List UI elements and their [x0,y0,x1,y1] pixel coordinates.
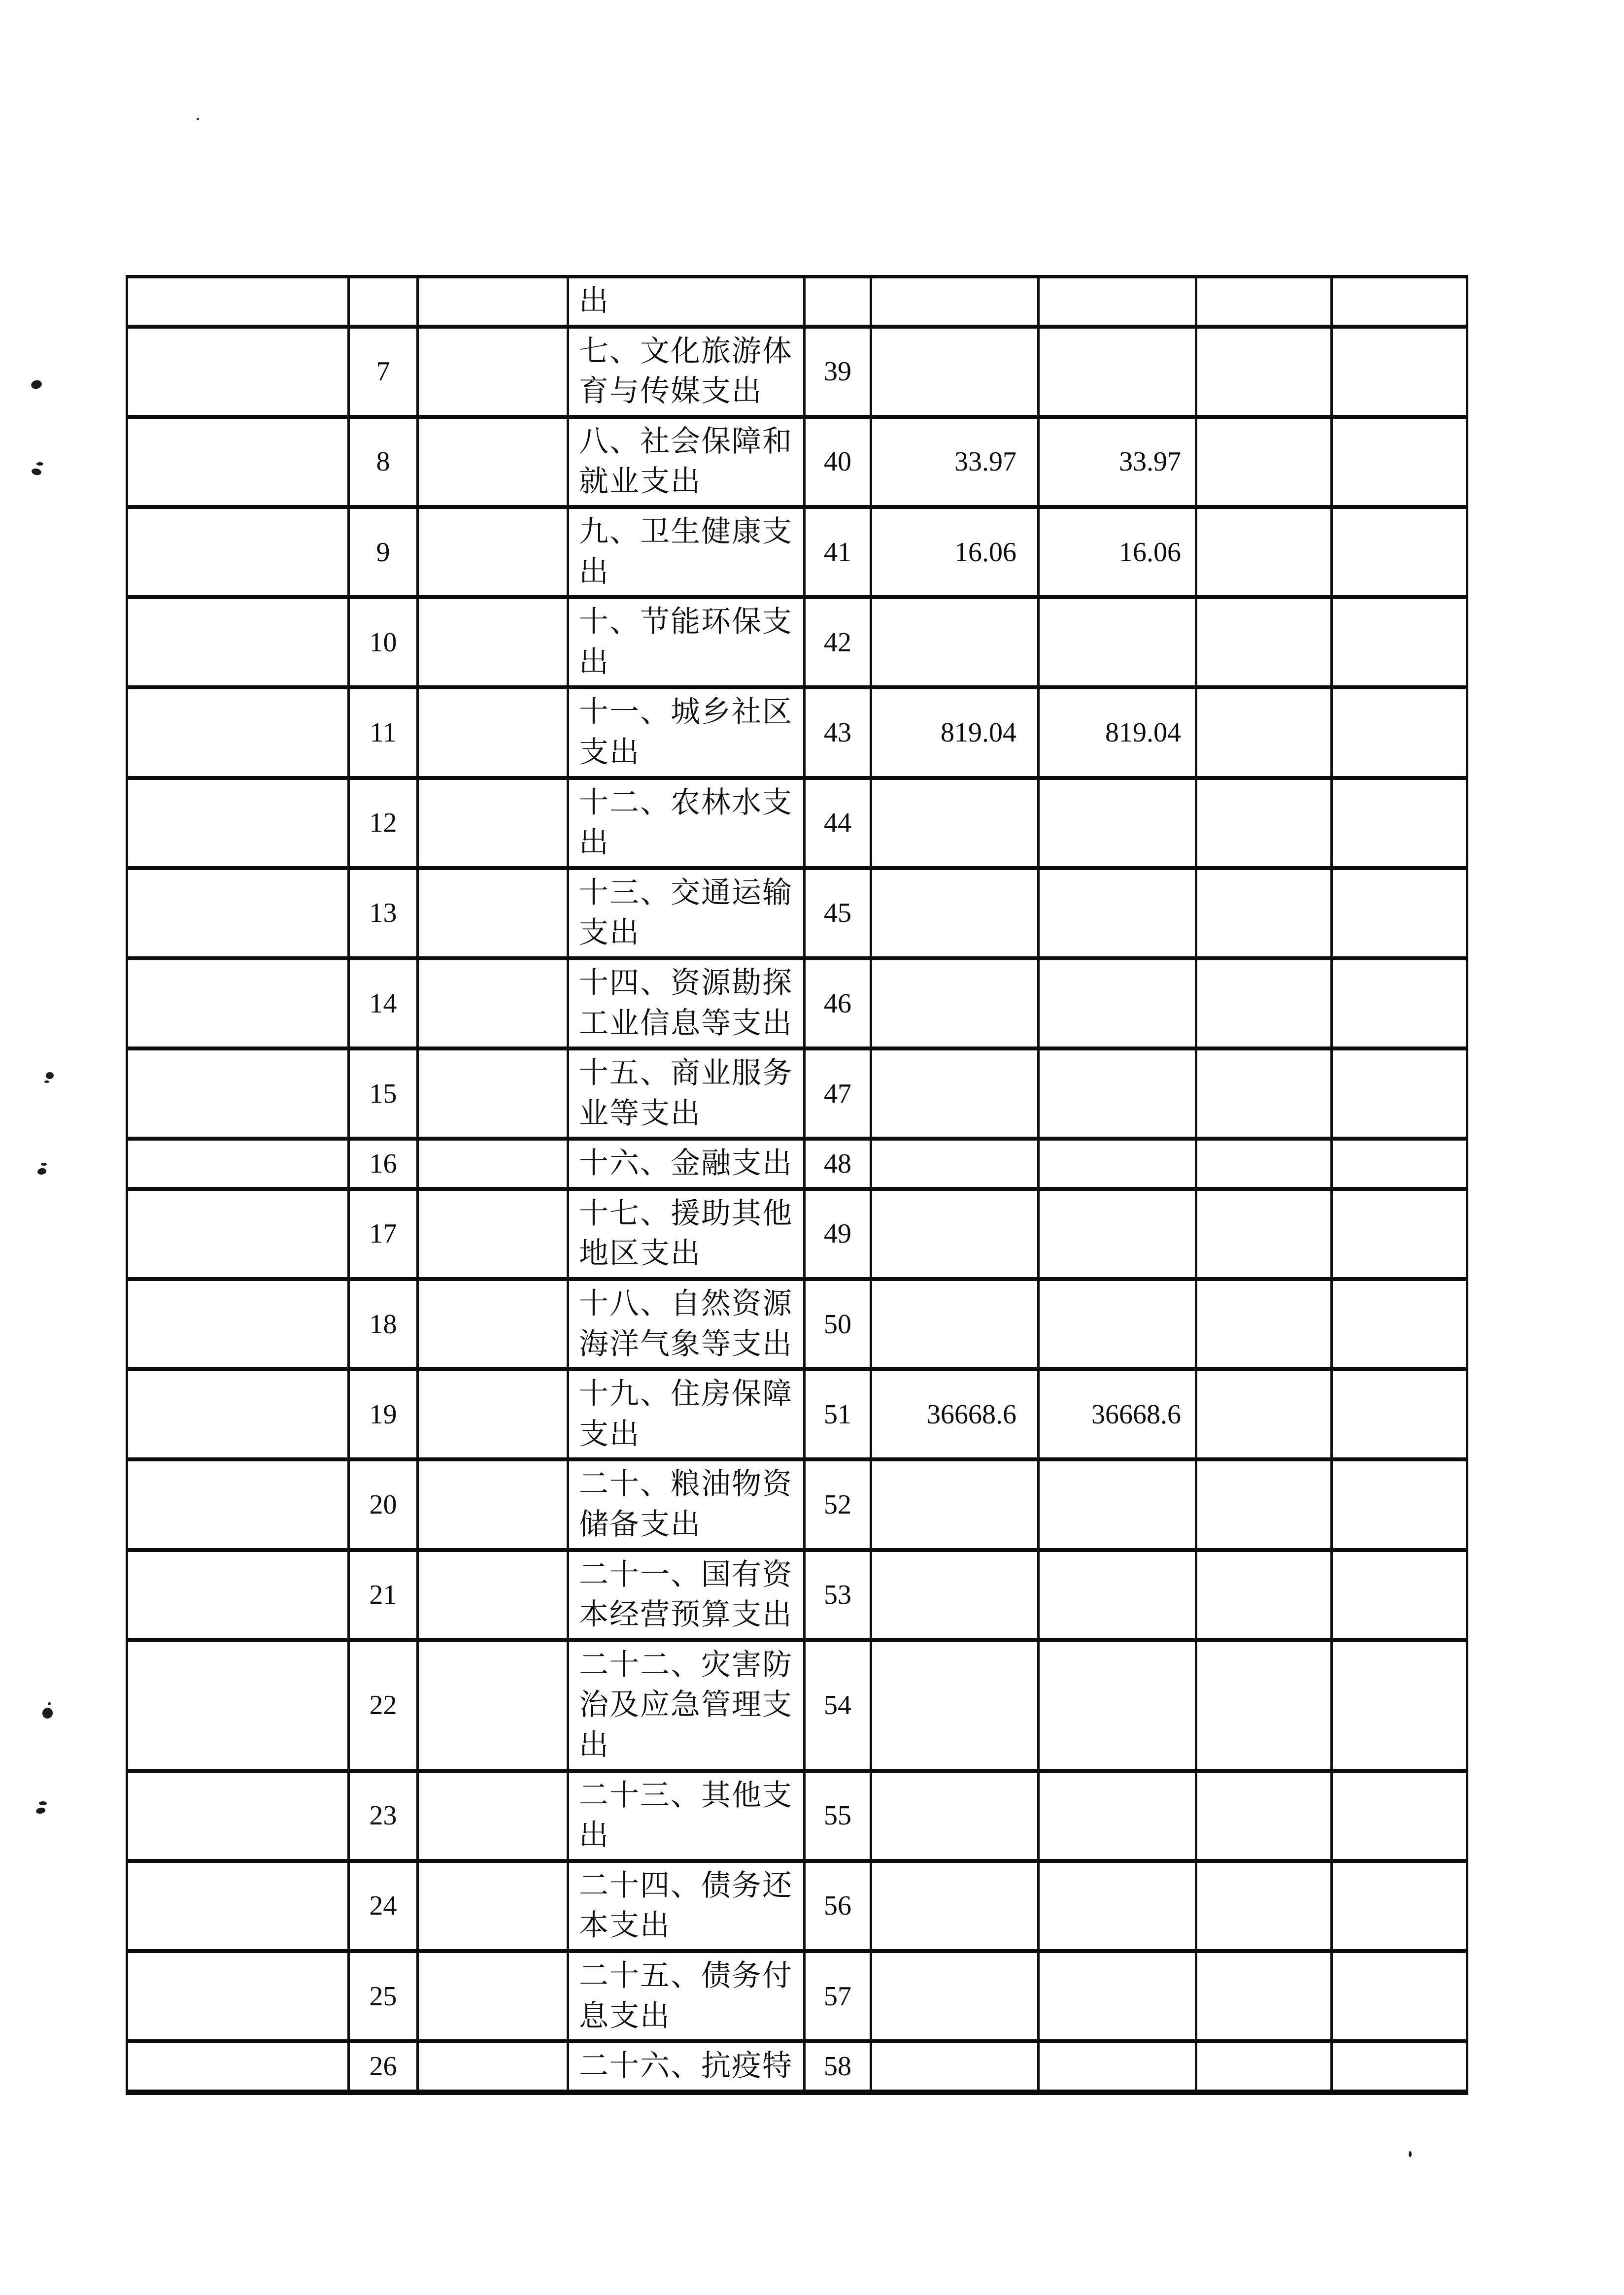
cell-value-1 [871,597,1039,687]
cell-value-1: 33.97 [871,417,1039,507]
scan-speck [31,468,42,476]
cell-line-number: 43 [805,687,871,777]
cell-blank-mid [418,1189,568,1279]
cell-value-1 [871,1771,1039,1861]
cell-blank-right-1 [1196,1771,1332,1861]
cell-blank-right-1 [1196,958,1332,1048]
table-row [127,958,1467,1048]
cell-blank-right-2 [1332,327,1467,417]
cell-line-number: 44 [805,778,871,868]
cell-blank-mid [418,417,568,507]
cell-blank-right-1 [1196,1369,1332,1459]
cell-blank-left [127,417,349,507]
cell-category-name: 二十四、债务还本支出 [568,1861,805,1951]
cell-category-name: 出 [568,277,805,327]
cell-blank-mid [418,2041,568,2092]
cell-seq-number: 8 [349,417,418,507]
cell-value-2 [1039,1048,1196,1139]
table-row [127,1189,1467,1279]
table-row [127,1369,1467,1459]
cell-value-2 [1039,1640,1196,1771]
cell-value-1 [871,1861,1039,1951]
cell-seq-number: 20 [349,1459,418,1550]
cell-value-1 [871,778,1039,868]
cell-blank-right-2 [1332,507,1467,597]
cell-blank-mid [418,277,568,327]
cell-seq-number: 23 [349,1771,418,1861]
cell-blank-right-1 [1196,327,1332,417]
cell-blank-right-1 [1196,1189,1332,1279]
cell-blank-mid [418,868,568,958]
cell-line-number: 57 [805,1951,871,2041]
cell-blank-right-2 [1332,1861,1467,1951]
cell-blank-left [127,2041,349,2092]
cell-value-2: 16.06 [1039,507,1196,597]
cell-seq-number: 11 [349,687,418,777]
cell-blank-mid [418,1369,568,1459]
table-row [127,1771,1467,1861]
cell-blank-right-1 [1196,597,1332,687]
cell-line-number: 50 [805,1279,871,1369]
cell-blank-right-2 [1332,1139,1467,1189]
cell-category-name: 十、节能环保支出 [568,597,805,687]
cell-seq-number: 26 [349,2041,418,2092]
cell-blank-right-1 [1196,507,1332,597]
cell-line-number: 46 [805,958,871,1048]
cell-blank-left [127,958,349,1048]
cell-value-2: 819.04 [1039,687,1196,777]
cell-category-name: 七、文化旅游体育与传媒支出 [568,327,805,417]
table-row [127,277,1467,327]
cell-blank-right-1 [1196,417,1332,507]
cell-blank-right-1 [1196,868,1332,958]
cell-blank-right-1 [1196,1861,1332,1951]
cell-line-number [805,277,871,327]
cell-value-2 [1039,597,1196,687]
cell-blank-left [127,1048,349,1139]
cell-value-1 [871,868,1039,958]
cell-seq-number: 24 [349,1861,418,1951]
cell-value-2 [1039,277,1196,327]
scan-speck [41,1163,47,1166]
table-row [127,1951,1467,2041]
cell-blank-mid [418,507,568,597]
scan-speck [44,1080,49,1083]
cell-value-1 [871,1048,1039,1139]
cell-category-name: 十九、住房保障支出 [568,1369,805,1459]
table-row [127,1550,1467,1640]
cell-blank-right-2 [1332,1048,1467,1139]
cell-seq-number: 15 [349,1048,418,1139]
cell-category-name: 十二、农林水支出 [568,778,805,868]
cell-seq-number: 13 [349,868,418,958]
cell-blank-right-2 [1332,1640,1467,1771]
cell-category-name: 十三、交通运输支出 [568,868,805,958]
cell-blank-mid [418,1861,568,1951]
cell-blank-right-1 [1196,1951,1332,2041]
cell-seq-number: 21 [349,1550,418,1640]
cell-blank-left [127,687,349,777]
cell-value-2 [1039,1189,1196,1279]
scan-speck [39,1801,47,1805]
cell-blank-left [127,1771,349,1861]
cell-blank-right-2 [1332,1550,1467,1640]
table-row [127,2041,1467,2092]
cell-seq-number: 19 [349,1369,418,1459]
cell-seq-number [349,277,418,327]
cell-seq-number: 14 [349,958,418,1048]
scan-speck [36,462,43,466]
cell-category-name: 十一、城乡社区支出 [568,687,805,777]
table-row [127,778,1467,868]
scan-speck [30,379,43,390]
scan-speck [1409,2151,1412,2157]
cell-line-number: 45 [805,868,871,958]
cell-value-2 [1039,2041,1196,2092]
cell-blank-right-1 [1196,277,1332,327]
cell-value-2 [1039,1459,1196,1550]
cell-category-name: 二十、粮油物资储备支出 [568,1459,805,1550]
cell-line-number: 40 [805,417,871,507]
cell-line-number: 56 [805,1861,871,1951]
cell-seq-number: 12 [349,778,418,868]
budget-table-grid [126,275,1468,2095]
cell-line-number: 49 [805,1189,871,1279]
cell-blank-right-2 [1332,778,1467,868]
cell-value-2 [1039,1550,1196,1640]
scan-speck [35,1807,46,1815]
table-row [127,1459,1467,1550]
cell-blank-mid [418,1279,568,1369]
cell-value-1: 16.06 [871,507,1039,597]
cell-value-2 [1039,958,1196,1048]
cell-seq-number: 18 [349,1279,418,1369]
table-row [127,687,1467,777]
cell-blank-right-1 [1196,2041,1332,2092]
cell-category-name: 二十二、灾害防治及应急管理支出 [568,1640,805,1771]
cell-line-number: 52 [805,1459,871,1550]
scan-speck [41,1706,54,1720]
cell-category-name: 十七、援助其他地区支出 [568,1189,805,1279]
cell-blank-mid [418,1459,568,1550]
cell-line-number: 42 [805,597,871,687]
cell-blank-left [127,1640,349,1771]
cell-blank-left [127,1139,349,1189]
cell-line-number: 55 [805,1771,871,1861]
table-row [127,1640,1467,1771]
cell-value-2 [1039,1861,1196,1951]
cell-line-number: 51 [805,1369,871,1459]
scan-speck [48,1702,51,1705]
cell-seq-number: 25 [349,1951,418,2041]
cell-blank-left [127,1189,349,1279]
cell-category-name: 二十五、债务付息支出 [568,1951,805,2041]
cell-blank-left [127,1279,349,1369]
cell-blank-left [127,1550,349,1640]
cell-line-number: 47 [805,1048,871,1139]
cell-line-number: 48 [805,1139,871,1189]
scan-speck [46,1072,54,1079]
cell-value-1: 36668.6 [871,1369,1039,1459]
cell-blank-mid [418,1048,568,1139]
table-row [127,597,1467,687]
cell-blank-right-2 [1332,1279,1467,1369]
cell-seq-number: 10 [349,597,418,687]
cell-blank-mid [418,327,568,417]
cell-blank-mid [418,1550,568,1640]
cell-seq-number: 16 [349,1139,418,1189]
cell-value-1 [871,1139,1039,1189]
cell-blank-right-1 [1196,1640,1332,1771]
cell-blank-right-2 [1332,417,1467,507]
cell-seq-number: 17 [349,1189,418,1279]
cell-blank-left [127,277,349,327]
cell-category-name: 十八、自然资源海洋气象等支出 [568,1279,805,1369]
cell-blank-right-2 [1332,597,1467,687]
cell-value-1 [871,1279,1039,1369]
cell-blank-right-2 [1332,1951,1467,2041]
cell-value-1 [871,1640,1039,1771]
cell-category-name: 二十六、抗疫特 [568,2041,805,2092]
cell-value-2 [1039,778,1196,868]
cell-blank-right-1 [1196,778,1332,868]
cell-blank-right-2 [1332,2041,1467,2092]
cell-blank-left [127,597,349,687]
cell-blank-right-1 [1196,687,1332,777]
table-row [127,417,1467,507]
cell-blank-left [127,1951,349,2041]
cell-blank-left [127,507,349,597]
cell-value-1 [871,1459,1039,1550]
cell-value-1 [871,958,1039,1048]
cell-value-1 [871,327,1039,417]
cell-blank-left [127,1459,349,1550]
cell-category-name: 二十三、其他支出 [568,1771,805,1861]
cell-blank-right-1 [1196,1550,1332,1640]
cell-value-2 [1039,1951,1196,2041]
cell-value-1 [871,1550,1039,1640]
cell-category-name: 九、卫生健康支出 [568,507,805,597]
cell-value-2 [1039,1771,1196,1861]
cell-blank-right-2 [1332,687,1467,777]
cell-value-1 [871,1951,1039,2041]
cell-value-1 [871,1189,1039,1279]
cell-blank-right-1 [1196,1048,1332,1139]
cell-blank-mid [418,778,568,868]
cell-category-name: 十五、商业服务业等支出 [568,1048,805,1139]
cell-value-1 [871,277,1039,327]
cell-blank-right-1 [1196,1279,1332,1369]
cell-blank-left [127,868,349,958]
scan-speck [37,1168,47,1176]
table-row [127,1048,1467,1139]
table-row [127,868,1467,958]
table-row [127,1139,1467,1189]
cell-blank-mid [418,958,568,1048]
cell-blank-mid [418,1771,568,1861]
cell-category-name: 八、社会保障和就业支出 [568,417,805,507]
cell-category-name: 二十一、国有资本经营预算支出 [568,1550,805,1640]
scan-speck [197,118,199,120]
table-row [127,507,1467,597]
cell-blank-right-2 [1332,1369,1467,1459]
cell-line-number: 58 [805,2041,871,2092]
cell-blank-left [127,778,349,868]
cell-blank-right-2 [1332,1771,1467,1861]
cell-blank-left [127,327,349,417]
cell-value-2 [1039,1139,1196,1189]
cell-blank-right-2 [1332,868,1467,958]
cell-blank-left [127,1369,349,1459]
cell-blank-right-2 [1332,958,1467,1048]
cell-blank-left [127,1861,349,1951]
table-row [127,1861,1467,1951]
cell-value-2: 36668.6 [1039,1369,1196,1459]
cell-value-2 [1039,868,1196,958]
cell-seq-number: 9 [349,507,418,597]
cell-value-2 [1039,327,1196,417]
cell-blank-mid [418,1951,568,2041]
cell-blank-right-1 [1196,1459,1332,1550]
cell-line-number: 54 [805,1640,871,1771]
cell-seq-number: 22 [349,1640,418,1771]
table-row [127,1279,1467,1369]
cell-blank-mid [418,1640,568,1771]
cell-line-number: 53 [805,1550,871,1640]
cell-value-1: 819.04 [871,687,1039,777]
cell-seq-number: 7 [349,327,418,417]
cell-blank-mid [418,597,568,687]
cell-line-number: 39 [805,327,871,417]
cell-blank-right-2 [1332,1189,1467,1279]
cell-blank-mid [418,687,568,777]
cell-line-number: 41 [805,507,871,597]
cell-category-name: 十六、金融支出 [568,1139,805,1189]
table-row [127,327,1467,417]
cell-value-1 [871,2041,1039,2092]
cell-category-name: 十四、资源勘探工业信息等支出 [568,958,805,1048]
cell-value-2 [1039,1279,1196,1369]
cell-blank-right-2 [1332,277,1467,327]
cell-blank-mid [418,1139,568,1189]
cell-blank-right-1 [1196,1139,1332,1189]
cell-blank-right-2 [1332,1459,1467,1550]
cell-value-2: 33.97 [1039,417,1196,507]
budget-table [126,275,1466,2095]
